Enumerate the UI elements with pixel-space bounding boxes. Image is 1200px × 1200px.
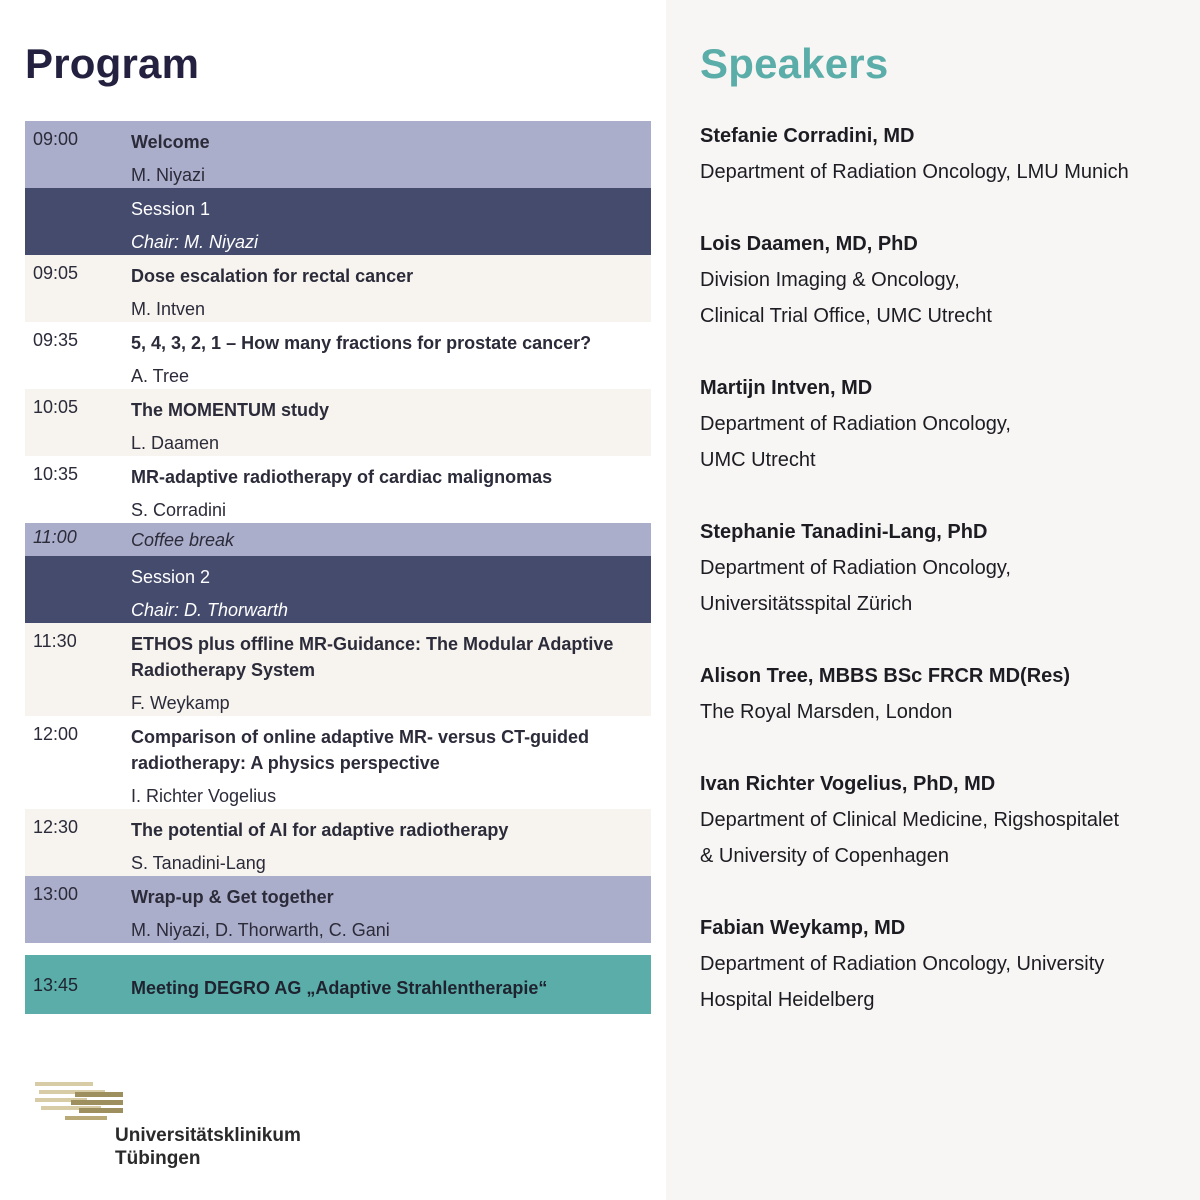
schedule-row <box>25 121 651 188</box>
schedule-row <box>25 809 651 876</box>
row-speaker: M. Niyazi, D. Thorwarth, C. Gani <box>131 920 390 940</box>
row-time: 13:45 <box>33 975 79 995</box>
session-header-row <box>25 556 651 623</box>
speaker-name: Stephanie Tanadini-Lang, PhD <box>700 521 988 543</box>
logo-line-2: Tübingen <box>115 1148 201 1169</box>
row-title: Comparison of online adaptive MR- versus CT-guided radiotherapy: A physics perspective <box>131 727 590 773</box>
schedule-gap <box>25 943 651 955</box>
speaker-entry <box>700 658 1190 730</box>
session-header-row <box>25 188 651 255</box>
speaker-name: Lois Daamen, MD, PhD <box>700 233 918 255</box>
logo-text <box>115 1124 301 1170</box>
speaker-entry <box>700 118 1190 190</box>
logo-stripes-icon <box>35 1080 135 1130</box>
speaker-affiliation: Clinical Trial Office, UMC Utrecht <box>700 305 992 327</box>
speaker-affiliation: Department of Radiation Oncology, <box>700 557 1011 579</box>
speaker-affiliation: Universitätsspital Zürich <box>700 593 913 615</box>
session-chair: Chair: D. Thorwarth <box>131 600 289 620</box>
row-time: 11:30 <box>33 631 77 651</box>
speaker-name: Fabian Weykamp, MD <box>700 917 906 939</box>
row-time: 13:00 <box>33 884 79 904</box>
session-chair: Chair: M. Niyazi <box>131 232 259 252</box>
row-title: ETHOS plus offline MR-Guidance: The Modular Adaptive Radiotherapy System <box>131 634 614 680</box>
coffee-break-row <box>25 523 651 556</box>
row-title: Meeting DEGRO AG „Adaptive Strahlentherapie“ <box>131 978 548 998</box>
row-time: 11:00 <box>33 527 77 547</box>
speakers-list <box>700 118 1190 1054</box>
row-speaker: L. Daamen <box>131 433 220 453</box>
row-title: Coffee break <box>131 530 235 550</box>
row-time: 10:05 <box>33 397 79 417</box>
speaker-entry <box>700 910 1190 1018</box>
speaker-affiliation: Division Imaging & Oncology, <box>700 269 960 291</box>
session-title: Session 1 <box>131 199 211 219</box>
speaker-entry <box>700 226 1190 334</box>
speaker-affiliation: & University of Copenhagen <box>700 845 950 867</box>
speaker-affiliation: Hospital Heidelberg <box>700 989 875 1011</box>
schedule-row <box>25 876 651 943</box>
session-title: Session 2 <box>131 567 211 587</box>
schedule-row <box>25 389 651 456</box>
row-title: MR-adaptive radiotherapy of cardiac malignomas <box>131 467 553 487</box>
row-speaker: S. Tanadini-Lang <box>131 853 266 873</box>
speaker-affiliation: Department of Radiation Oncology, LMU Munich <box>700 161 1129 183</box>
row-title: Dose escalation for rectal cancer <box>131 266 414 286</box>
program-title: Program <box>25 40 200 87</box>
row-speaker: I. Richter Vogelius <box>131 786 277 806</box>
university-logo <box>35 1080 355 1180</box>
row-time: 09:05 <box>33 263 79 283</box>
speaker-name: Martijn Intven, MD <box>700 377 873 399</box>
schedule-row <box>25 716 651 809</box>
meeting-row <box>25 955 651 1014</box>
speaker-name: Stefanie Corradini, MD <box>700 125 915 147</box>
row-title: Welcome <box>131 132 210 152</box>
row-speaker: M. Niyazi <box>131 165 206 185</box>
row-time: 09:35 <box>33 330 79 350</box>
speaker-entry <box>700 370 1190 478</box>
row-time: 12:00 <box>33 724 79 744</box>
speaker-entry <box>700 766 1190 874</box>
speaker-affiliation: Department of Radiation Oncology, <box>700 413 1011 435</box>
row-title: 5, 4, 3, 2, 1 – How many fractions for prostate cancer? <box>131 333 592 353</box>
row-speaker: S. Corradini <box>131 500 227 520</box>
schedule-row <box>25 322 651 389</box>
speaker-affiliation: Department of Clinical Medicine, Rigshospitalet <box>700 809 1120 831</box>
speaker-affiliation: UMC Utrecht <box>700 449 816 471</box>
row-title: Wrap-up & Get together <box>131 887 334 907</box>
speakers-title: Speakers <box>700 40 889 87</box>
speaker-name: Alison Tree, MBBS BSc FRCR MD(Res) <box>700 665 1071 687</box>
program-schedule <box>25 121 651 1014</box>
row-title: The MOMENTUM study <box>131 400 329 420</box>
speaker-affiliation: The Royal Marsden, London <box>700 701 953 723</box>
speakers-panel <box>666 0 1200 1200</box>
row-time: 10:35 <box>33 464 79 484</box>
speaker-entry <box>700 514 1190 622</box>
row-speaker: F. Weykamp <box>131 693 230 713</box>
row-time: 09:00 <box>33 129 79 149</box>
schedule-row <box>25 456 651 523</box>
speaker-affiliation: Department of Radiation Oncology, University <box>700 953 1105 975</box>
row-time: 12:30 <box>33 817 79 837</box>
row-speaker: A. Tree <box>131 366 190 386</box>
row-speaker: M. Intven <box>131 299 206 319</box>
logo-line-1: Universitätsklinikum <box>115 1125 301 1146</box>
schedule-row <box>25 623 651 716</box>
schedule-row <box>25 255 651 322</box>
row-title: The potential of AI for adaptive radiotherapy <box>131 820 509 840</box>
speaker-name: Ivan Richter Vogelius, PhD, MD <box>700 773 996 795</box>
